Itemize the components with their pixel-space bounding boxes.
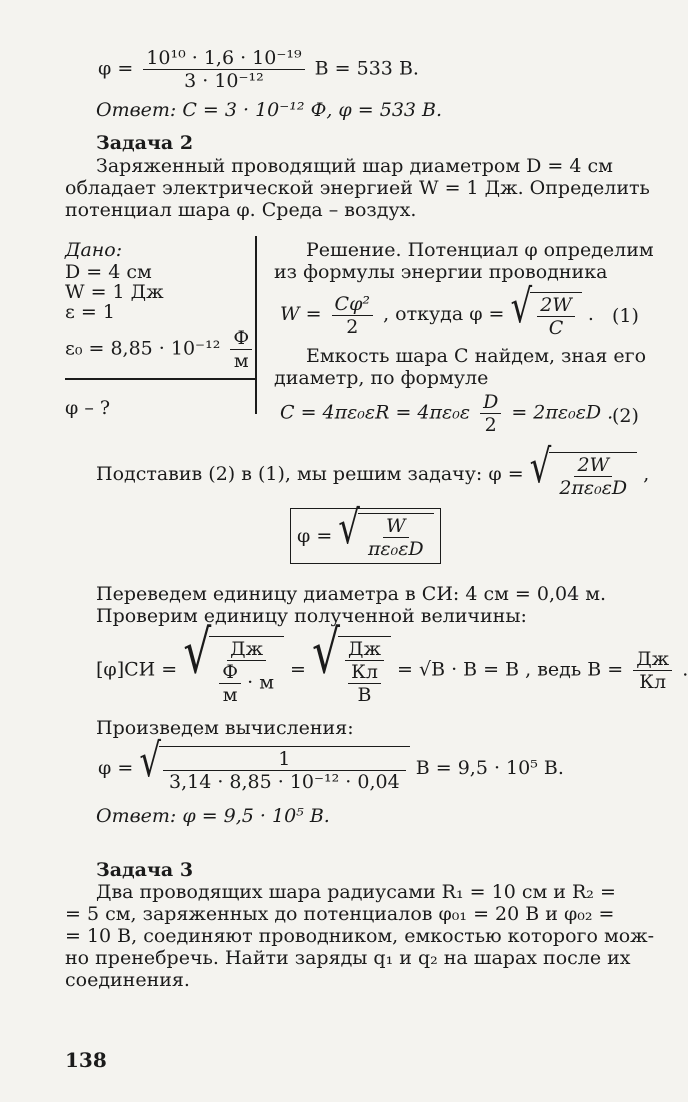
eps0-unit: [230, 328, 252, 371]
task2-line: потенциал шара φ. Среда – воздух.: [65, 199, 417, 221]
formula-right: В = 533 В.: [314, 57, 419, 80]
denominator: В: [357, 684, 372, 706]
given-vertical-divider: [255, 236, 257, 414]
numerator: Кл: [348, 662, 381, 684]
task2-title: Задача 2: [96, 132, 194, 154]
denominator: 3,14 · 8,85 · 10⁻¹² · 0,04: [168, 771, 400, 793]
numerator: 10¹⁰ · 1,6 · 10⁻¹⁹: [143, 48, 304, 70]
denominator: πε₀εD: [367, 538, 424, 560]
numerator: Дж: [345, 639, 384, 661]
units-check: [φ]СИ = √ Дж $\frac{Ф}{м}$ · м = √ $\frac{Дж}{\frac{Кл}{В}}$ = √В · В = В , ведь В = $\frac{Дж}{Кл}$ .: [96, 636, 688, 705]
task3-line: = 5 см, заряженных до потенциалов φ₀₁ = 20 В и φ₀₂ =: [65, 903, 615, 925]
substitution-root: [529, 439, 638, 499]
radicand: [209, 636, 284, 705]
denominator: [345, 661, 384, 705]
formula-left: φ =: [98, 57, 134, 80]
denominator: Кл: [639, 671, 667, 693]
eps0-value: ε₀ = 8,85 · 10⁻¹²: [65, 337, 221, 360]
eq2-left: C = 4πε₀εR = 4πε₀ε: [280, 401, 471, 424]
find-item: φ – ?: [65, 397, 111, 419]
task3-line: соединения.: [65, 969, 190, 991]
eq1-mid: , откуда φ =: [383, 303, 505, 325]
eq1-fraction: [332, 294, 373, 337]
equation-1: W = $\frac{\text{Cφ²}}{2}$ , откуда φ = √ $\frac{2W}{C}$ .: [280, 292, 594, 338]
eq1-left: W =: [280, 303, 322, 325]
calc-right: В = 9,5 · 10⁵ В.: [415, 757, 564, 779]
eq1-root: [510, 279, 582, 339]
substitution-fraction: [556, 455, 630, 498]
boxed-left: φ =: [297, 525, 333, 547]
substitution-text: Подставив (2) в (1), мы решим задачу: φ =: [96, 463, 524, 485]
given-eps0: [65, 328, 256, 371]
units-mid: = √В · В = В , ведь В =: [397, 658, 624, 681]
eq2-fraction: [480, 392, 501, 435]
radical-sign: √: [510, 279, 533, 334]
denominator: C: [548, 317, 564, 339]
denominator: м: [222, 684, 238, 706]
radical-sign: √: [312, 618, 341, 688]
boxed-root: [338, 500, 433, 560]
given-divider: [65, 378, 255, 380]
units-a-tail: · м: [247, 671, 274, 694]
numerator: W: [383, 516, 409, 538]
task3-line: Два проводящих шара радиусами R₁ = 10 см и R₂ =: [96, 881, 616, 903]
given-item: ε = 1: [65, 301, 115, 323]
si-line: Переведем единицу диаметра в СИ: 4 см = 0,04 м.: [96, 583, 607, 605]
task3-line: = 10 В, соединяют проводником, емкостью которого мож-: [65, 925, 655, 947]
denominator: м: [233, 350, 249, 372]
task2-line: обладает электрической энергией W = 1 Дж. Определить: [65, 177, 650, 199]
given-title: Дано:: [65, 239, 123, 261]
boxed-result: [290, 500, 441, 564]
eq1-tag: (1): [612, 305, 639, 327]
denominator: 3 · 10⁻¹²: [184, 70, 264, 92]
units-c-fraction: [633, 649, 672, 692]
units-a-fraction: [216, 639, 277, 705]
units-root-a: [183, 618, 284, 706]
radicand: [530, 292, 582, 338]
answer-2: Ответ: φ = 9,5 · 10⁵ В.: [96, 805, 330, 827]
numerator: 1: [163, 749, 406, 771]
numerator: Дж: [227, 639, 266, 661]
given-item: D = 4 см: [65, 261, 152, 283]
denominator: 2: [346, 315, 359, 338]
given-item: W = 1 Дж: [65, 281, 164, 303]
numerator: Ф: [230, 328, 252, 350]
eq2-right: = 2πε₀εD .: [511, 401, 614, 424]
calc-line: Произведем вычисления:: [96, 717, 354, 739]
calc-left: φ =: [98, 757, 134, 779]
substitution-line: Подставив (2) в (1), мы решим задачу: φ = √ $\frac{2W}{\text{2πε₀εD}}$ ,: [96, 452, 649, 498]
radicand: [358, 513, 434, 559]
numerator: 2W: [574, 455, 612, 477]
units-root-b: [312, 618, 391, 706]
check-line: Проверим единицу полученной величины:: [96, 605, 527, 627]
capacity-line: диаметр, по формуле: [274, 367, 489, 389]
capacity-line: Емкость шара C найдем, зная его: [306, 345, 647, 367]
numerator: Ф: [219, 662, 241, 684]
units-b-fraction: [345, 639, 384, 705]
radicand: [159, 746, 410, 792]
task3-line: но пренебречь. Найти заряды q₁ и q₂ на шарах после их: [65, 947, 631, 969]
task3-title: Задача 3: [96, 859, 194, 881]
radical-sign: √: [139, 733, 161, 788]
page-number: 138: [65, 1048, 107, 1072]
equation-2: [280, 392, 613, 435]
solution-line: Решение. Потенциал φ определим: [306, 239, 654, 261]
answer-1: Ответ: C = 3 · 10⁻¹² Ф, φ = 533 В.: [96, 99, 443, 121]
boxed-fraction: [365, 516, 427, 559]
numerator: 2W: [537, 295, 575, 317]
calculation: [98, 733, 564, 793]
eq2-tag: (2): [612, 405, 639, 427]
denominator: [216, 661, 277, 705]
radicand: [338, 636, 391, 705]
eq1-root-fraction: [537, 295, 575, 338]
calc-root: [139, 733, 409, 793]
numerator: Дж: [633, 649, 672, 671]
units-left: [φ]СИ =: [96, 658, 178, 681]
inner-fraction: [348, 662, 381, 705]
radical-sign: √: [183, 618, 212, 688]
calc-fraction: [166, 749, 403, 792]
result-box: [290, 500, 441, 564]
task2-line: Заряженный проводящий шар диаметром D = 4 см: [96, 155, 613, 177]
radical-sign: √: [529, 439, 552, 494]
formula-phi-top: [98, 48, 419, 91]
denominator: 2: [484, 414, 497, 436]
numerator: Cφ²: [332, 294, 373, 316]
numerator: D: [480, 392, 501, 414]
radicand: [549, 452, 637, 498]
fraction: [143, 48, 304, 91]
inner-fraction: [219, 662, 241, 705]
denominator: 2πε₀εD: [559, 477, 628, 499]
solution-line: из формулы энергии проводника: [274, 261, 608, 283]
radical-sign: √: [338, 500, 360, 555]
